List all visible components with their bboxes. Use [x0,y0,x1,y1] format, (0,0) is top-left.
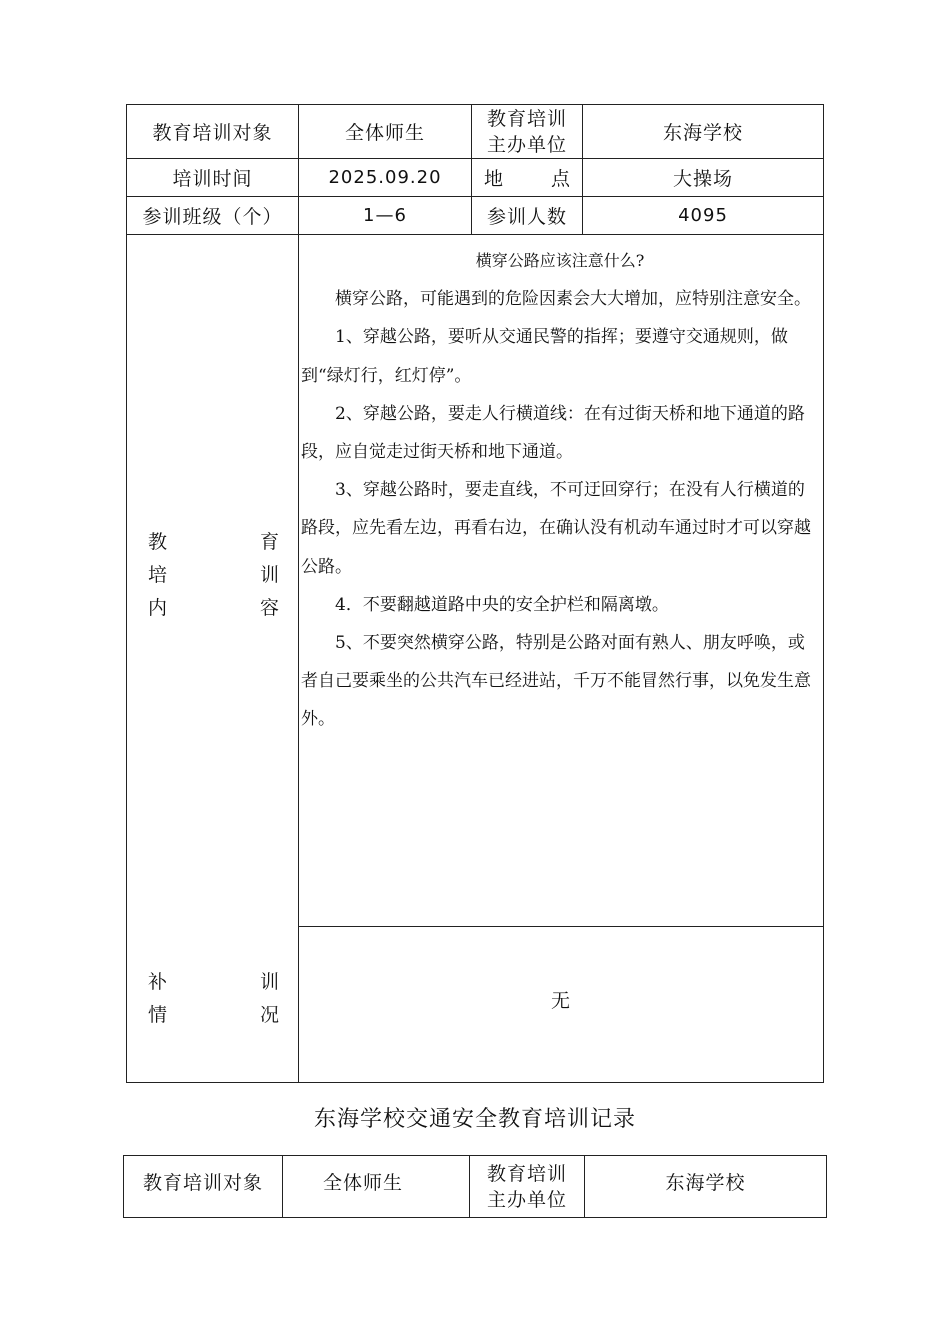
label-char: 育 [259,531,279,553]
content-paragraph: 5、不要突然横穿公路，特别是公路对面有熟人、朋友呼唤，或者自己要乘坐的公共汽车已经进站，千万不能冒然行事，以免发生意外。 [301,633,811,730]
place-label-right: 点 [550,168,570,190]
class-count-value: 1—6 [363,205,407,226]
table-border [823,104,824,1083]
organizer-label [470,1156,584,1217]
label-char: 训 [259,971,279,993]
label-char: 训 [259,564,279,586]
organizer-label-line1: 教育培训 [486,1162,567,1185]
class-count-label: 参训班级（个） [142,206,283,228]
label-line [148,527,279,560]
organizer-label [472,105,582,158]
label-line [148,967,279,1000]
training-content-label [148,527,279,626]
organizer-value: 东海学校 [662,122,743,144]
organizer-label-line1: 教育培训 [486,107,567,130]
label-char: 容 [259,597,279,619]
place-value: 大操场 [672,168,733,190]
label-char: 培 [148,564,168,586]
organizer-value: 东海学校 [665,1171,746,1194]
training-time-label: 培训时间 [172,168,253,190]
content-paragraph: 横穿公路，可能遇到的危险因素会大大增加，应特别注意安全。 [335,289,811,310]
label-char: 况 [259,1004,279,1026]
training-content-text [301,242,819,739]
label-char: 补 [148,971,168,993]
table-border [126,1082,824,1083]
place-label [484,159,570,196]
makeup-training-value: 无 [550,989,571,1012]
content-paragraph: 1、穿越公路，要听从交通民警的指挥；要遵守交通规则，做到“绿灯行，红灯停”。 [301,327,788,386]
label-char: 内 [148,597,168,619]
content-title: 横穿公路应该注意什么? [475,251,645,270]
content-paragraph: 3、穿越公路时，要走直线，不可迂回穿行；在没有人行横道的路段，应先看左边，再看右边，在确认没有机动车通过时才可以穿越公路。 [301,480,811,577]
makeup-training-label [148,967,279,1033]
content-paragraph: 2、穿越公路，要走人行横道线：在有过街天桥和地下通道的路段，应自觉走过街天桥和地下通道。 [301,403,805,463]
label-char: 教 [148,531,168,553]
training-target-value: 全体师生 [322,1171,403,1194]
content-paragraph: 4．不要翻越道路中央的安全护栏和隔离墩。 [335,594,669,615]
table-border [123,1217,827,1218]
training-time-value: 2025.09.20 [328,167,442,188]
participant-count-label: 参训人数 [486,206,567,228]
label-line [148,1000,279,1033]
label-line [148,593,279,626]
organizer-label-line2: 主办单位 [486,1188,567,1211]
training-target-value: 全体师生 [344,122,425,144]
organizer-label-line2: 主办单位 [486,133,567,156]
table-border [126,104,127,1083]
document-title: 东海学校交通安全教育培训记录 [313,1107,636,1132]
table-border [826,1155,827,1218]
table-border [126,234,824,235]
label-char: 情 [148,1004,168,1026]
participant-count-value: 4095 [678,205,728,226]
training-target-label: 教育培训对象 [152,122,273,144]
label-line [148,560,279,593]
training-target-label: 教育培训对象 [142,1171,263,1194]
place-label-left: 地 [484,168,504,190]
